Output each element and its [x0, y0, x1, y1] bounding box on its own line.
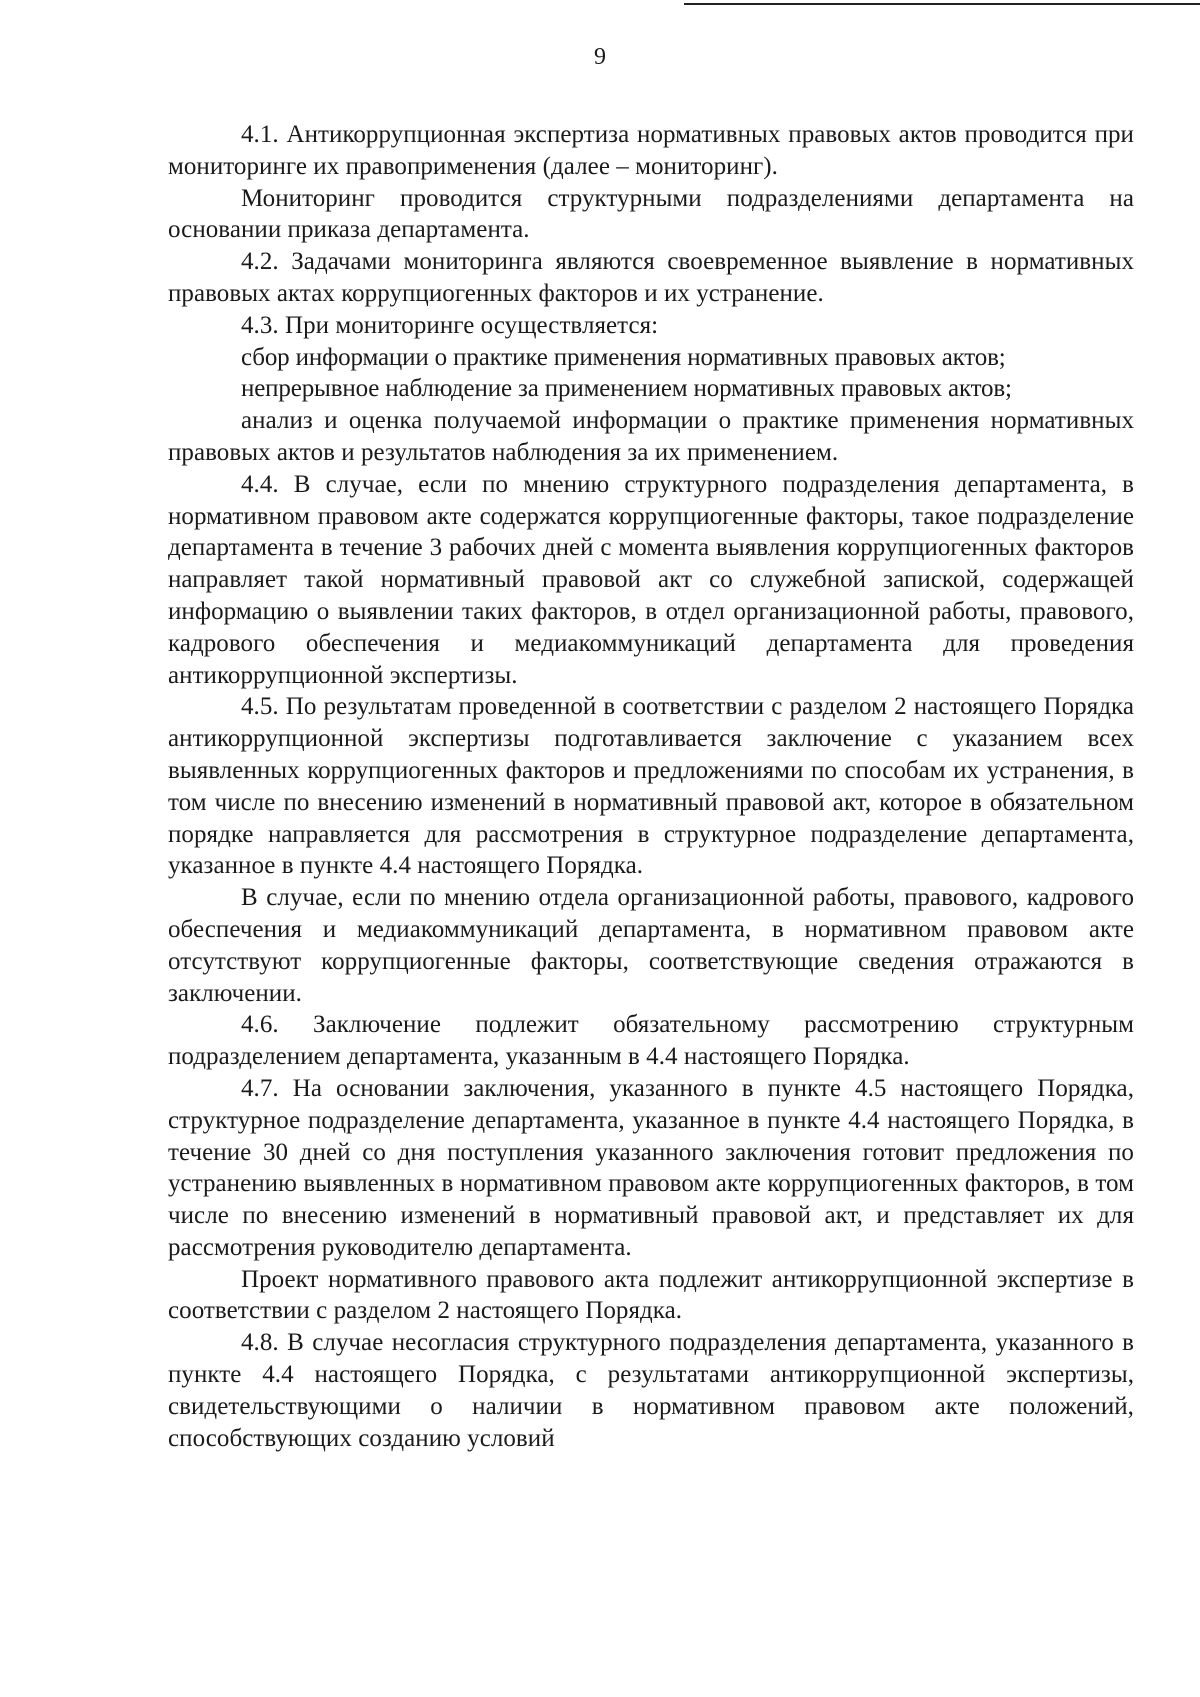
top-rule [684, 3, 1200, 5]
paragraph-4-8: 4.8. В случае несогласия структурного подразделения департамента, указанного в пункте 4.4 настоящего Порядка, с результатами антикоррупционной экспертизы, свидетельствующими о наличии в нормативном правовом акте положений, способствующих созданию условий [168, 1329, 1134, 1452]
paragraph-4-3: 4.3. При мониторинге осуществляется: [241, 311, 659, 339]
paragraph-no-factors: В случае, если по мнению отдела организационной работы, правового, кадрового обеспечения и медиакоммуникаций департамента, в нормативном правовом акте отсутствуют коррупциогенные факторы, соответствующие сведения отражаются в заключении. [168, 884, 1134, 1007]
list-item-info-collection: сбор информации о практике применения нормативных правовых актов; [241, 343, 1006, 371]
list-item-observation: непрерывное наблюдение за применением нормативных правовых актов; [241, 375, 1012, 403]
paragraph-4-1: 4.1. Антикоррупционная экспертиза нормативных правовых актов проводится при мониторинге их правоприменения (далее – мониторинг). [168, 121, 1134, 180]
paragraph-4-6: 4.6. Заключение подлежит обязательному рассмотрению структурным подразделением департамента, указанным в 4.4 настоящего Порядка. [168, 1011, 1134, 1071]
paragraph-4-4: 4.4. В случае, если по мнению структурного подразделения департамента, в нормативном правовом акте содержатся коррупциогенные факторы, такое подразделение департамента в течение 3 рабочих дней с момента выявления коррупциогенных факторов направляет такой нормативный правовой акт со служебной запиской, содержащей информацию о выявлении таких факторов, в отдел организационной работы, правового, кадрового обеспечения и медиакоммуникаций департамента для проведения антикоррупционной экспертизы. [168, 470, 1134, 689]
paragraph-4-7: 4.7. На основании заключения, указанного в пункте 4.5 настоящего Порядка, структурное подразделение департамента, указанное в пункте 4.4 настоящего Порядка, в течение 30 дней со дня поступления указанного заключения готовит предложения по устранению выявленных в нормативном правовом акте коррупциогенных факторов, в том числе по внесению изменений в нормативный правовой акт, и представляет их для рассмотрения руководителю департамента. [168, 1074, 1134, 1261]
paragraph-draft-act: Проект нормативного правового акта подлежит антикоррупционной экспертизе в соответствии с разделом 2 настоящего Порядка. [168, 1265, 1134, 1325]
page-number: 9 [594, 44, 606, 70]
paragraph-4-2: 4.2. Задачами мониторинга являются своевременное выявление в нормативных правовых актах коррупциогенных факторов и их устранение. [168, 248, 1134, 307]
document-body [168, 119, 1134, 1454]
paragraph-monitoring: Мониторинг проводится структурными подразделениями департамента на основании приказа департамента. [168, 184, 1134, 244]
paragraph-4-5: 4.5. По результатам проведенной в соответствии с разделом 2 настоящего Порядка антикоррупционной экспертизы подготавливается заключение с указанием всех выявленных коррупциогенных факторов и предложениями по способам их устранения, в том числе по внесению изменений в нормативный правовой акт, которое в обязательном порядке направляется для рассмотрения в структурное подразделение департамента, указанное в пункте 4.4 настоящего Порядка. [168, 693, 1134, 880]
list-item-analysis: анализ и оценка получаемой информации о практике применения нормативных правовых актов и результатов наблюдения за их применением. [168, 407, 1134, 466]
